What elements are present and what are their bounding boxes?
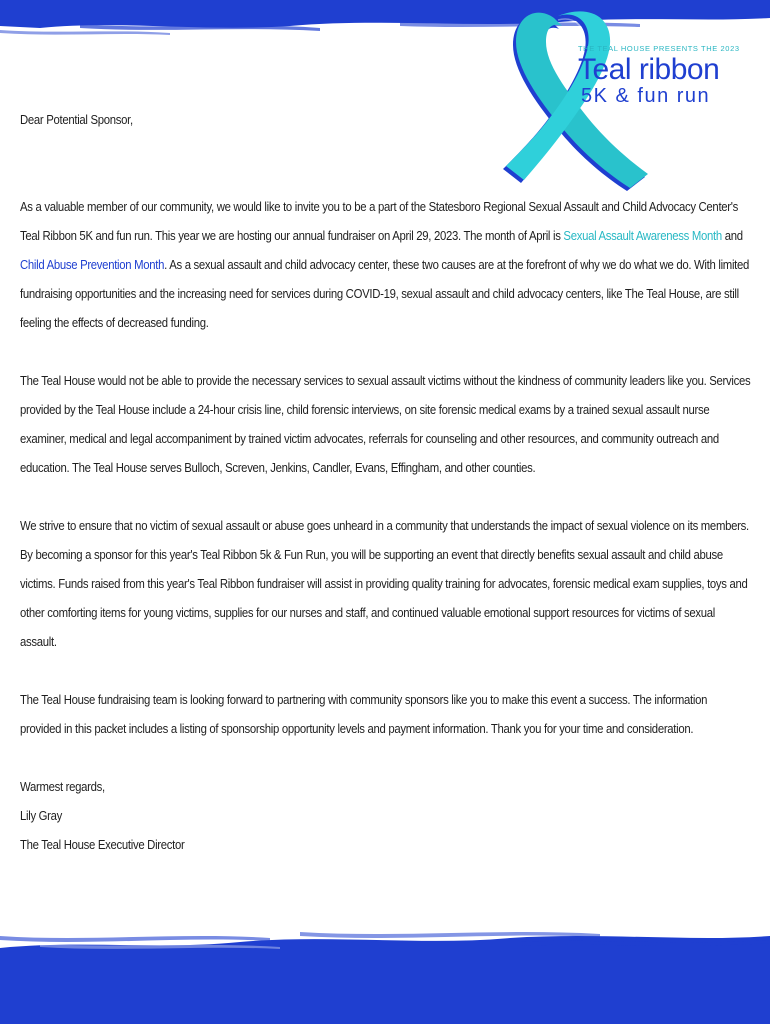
- signature-block: [20, 772, 751, 859]
- paragraph-invitation-text-b: . As a sexual assault and child advocacy center, these two causes are at the forefront of why we do what we do. With limited fundraising opportunities and the increasing need for services during COVID-19, sexual assault and child advocacy centers, like The Teal House, are still feeling the effects of decreased funding.: [20, 257, 750, 330]
- sponsor-letter: [20, 105, 751, 859]
- logo-subtitle: 5K & fun run: [581, 85, 711, 107]
- logo-title: Teal ribbon: [578, 53, 720, 86]
- paragraph-invitation-text-a: As a valuable member of our community, we would like to invite you to be a part of the Statesboro Regional Sexual Assault and Child Advocacy Center's Teal Ribbon 5K and fun run. This year we are hosting our annual fundraiser on April 29, 2023. The month of April is: [20, 199, 739, 243]
- sexual-assault-awareness-month-link[interactable]: Sexual Assault Awareness Month: [563, 228, 722, 243]
- paragraph-invitation-and: and: [721, 228, 743, 243]
- child-abuse-prevention-month-link[interactable]: Child Abuse Prevention Month: [20, 257, 165, 272]
- event-logo-text: [578, 44, 738, 106]
- paragraph-invitation: [20, 192, 751, 337]
- salutation: Dear Potential Sponsor,: [20, 112, 133, 127]
- paragraph-thanks: The Teal House fundraising team is looking forward to partnering with community sponsors like you to make this event a success. The information provided in this packet includes a listing of sponsorship opportunity levels and payment information. Thank you for your time and consideration.: [20, 692, 708, 736]
- bottom-brush-stroke: [0, 918, 770, 1024]
- paragraph-services: The Teal House would not be able to provide the necessary services to sexual assault victims without the kindness of community leaders like you. Services provided by the Teal House include a 24-hour crisis line, child forensic interviews, on site forensic medical exams by a trained sexual assault nurse examiner, medical and legal accompaniment by trained victim advocates, referrals for counseling and other resources, and community outreach and education. The Teal House serves Bulloch, Screven, Jenkins, Candler, Evans, Effingham, and other counties.: [20, 373, 751, 475]
- paragraph-mission: We strive to ensure that no victim of sexual assault or abuse goes unheard in a community that understands the impact of sexual violence on its members. By becoming a sponsor for this year's Teal Ribbon 5k & Fun Run, you will be supporting an event that directly benefits sexual assault and child abuse victims. Funds raised from this year's Teal Ribbon fundraiser will assist in providing quality training for advocates, forensic medical exam supplies, toys and other comforting items for young victims, supplies for our nurses and staff, and continued valuable emotional support resources for victims of sexual assault.: [20, 518, 749, 649]
- signer-name: Lily Gray: [20, 808, 63, 823]
- signer-title: The Teal House Executive Director: [20, 837, 185, 852]
- logo-kicker: THE TEAL HOUSE PRESENTS THE 2023: [578, 44, 740, 53]
- closing: Warmest regards,: [20, 779, 105, 794]
